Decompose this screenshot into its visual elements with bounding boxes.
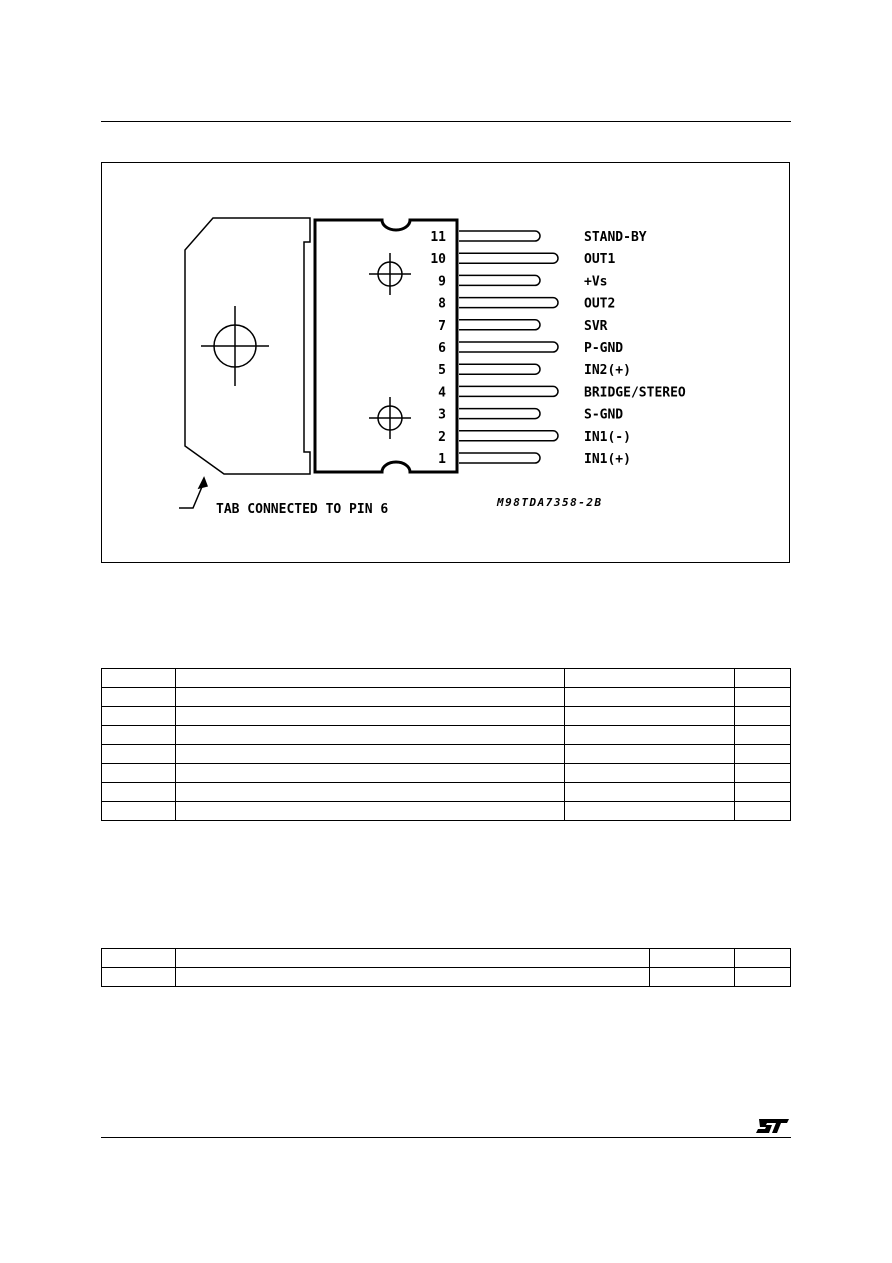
table-cell — [735, 726, 791, 745]
pin-name: BRIDGE/STEREO — [584, 385, 686, 401]
table-cell — [175, 745, 564, 764]
pin-number: 8 — [438, 296, 446, 312]
pin-lead — [459, 453, 540, 463]
pin-name: OUT1 — [584, 252, 616, 268]
figure-code: M98TDA7358-2B — [497, 496, 603, 509]
table-cell — [175, 949, 649, 968]
pin-number: 3 — [438, 407, 446, 423]
pin-number: 6 — [438, 341, 446, 356]
pin-number: 4 — [438, 385, 446, 401]
table-cell — [565, 783, 735, 802]
table-cell — [175, 968, 649, 987]
table-cell — [175, 764, 564, 783]
table-1 — [101, 668, 791, 821]
pin-lead — [459, 386, 558, 396]
table-cell — [735, 802, 791, 821]
pin-name: P-GND — [584, 341, 624, 356]
pin-name: SVR — [584, 318, 608, 334]
pin-name: IN1(-) — [584, 429, 631, 445]
pin-number: 2 — [438, 429, 446, 445]
table-cell — [565, 688, 735, 707]
table-cell — [735, 949, 791, 968]
tab-mounting-hole — [201, 306, 269, 386]
pin-name: STAND-BY — [584, 230, 647, 245]
table-cell — [175, 669, 564, 688]
pin-lead — [459, 298, 558, 308]
table-cell — [565, 745, 735, 764]
pin-number: 5 — [438, 363, 446, 379]
table-row — [102, 783, 791, 802]
footer-rule — [101, 1137, 791, 1138]
pin-name: +Vs — [584, 274, 608, 290]
table-cell — [650, 968, 735, 987]
table-cell — [565, 707, 735, 726]
table-cell — [175, 688, 564, 707]
pin-name: IN1(+) — [584, 452, 631, 467]
table-cell — [102, 968, 176, 987]
pin-lead — [459, 364, 540, 374]
table-cell — [102, 688, 176, 707]
table-cell — [102, 707, 176, 726]
table-cell — [102, 783, 176, 802]
pin-number: 9 — [438, 274, 446, 290]
table-cell — [102, 726, 176, 745]
table-row — [102, 949, 791, 968]
pin-number: 1 — [438, 452, 446, 467]
table-cell — [735, 968, 791, 987]
tab-arrow-icon — [179, 478, 207, 508]
table-row — [102, 688, 791, 707]
pin-lead — [459, 231, 540, 241]
pin-number: 10 — [430, 252, 446, 268]
table-cell — [102, 802, 176, 821]
table-cell — [565, 669, 735, 688]
table-row — [102, 707, 791, 726]
table-row — [102, 764, 791, 783]
body-hole-bottom — [369, 397, 411, 439]
pin-lead — [459, 409, 540, 419]
table-cell — [565, 764, 735, 783]
table-cell — [735, 669, 791, 688]
table-row — [102, 968, 791, 987]
table-cell — [565, 726, 735, 745]
table-cell — [735, 764, 791, 783]
table-cell — [102, 949, 176, 968]
st-logo — [755, 1117, 791, 1135]
table-cell — [175, 726, 564, 745]
table-cell — [175, 802, 564, 821]
table-row — [102, 726, 791, 745]
pin-name: IN2(+) — [584, 363, 631, 379]
table-cell — [102, 669, 176, 688]
tab-note: TAB CONNECTED TO PIN 6 — [216, 502, 389, 517]
pin-lead — [459, 342, 558, 352]
table-cell — [735, 707, 791, 726]
pin-lead — [459, 253, 558, 263]
pin-lead — [459, 320, 540, 330]
pin-name: OUT2 — [584, 296, 616, 312]
table-row — [102, 802, 791, 821]
pin-name: S-GND — [584, 407, 624, 423]
pin-number: 7 — [438, 318, 446, 334]
table-cell — [175, 783, 564, 802]
table-cell — [735, 783, 791, 802]
pin-lead — [459, 275, 540, 285]
pin-lead — [459, 431, 558, 441]
table-cell — [102, 764, 176, 783]
pin-number: 11 — [430, 230, 446, 245]
table-cell — [175, 707, 564, 726]
table-cell — [102, 745, 176, 764]
table-cell — [735, 688, 791, 707]
table-cell — [735, 745, 791, 764]
table-cell — [650, 949, 735, 968]
body-hole-top — [369, 253, 411, 295]
table-cell — [565, 802, 735, 821]
table-2 — [101, 948, 791, 987]
pin-layer — [430, 230, 686, 467]
table-row — [102, 669, 791, 688]
table-row — [102, 745, 791, 764]
